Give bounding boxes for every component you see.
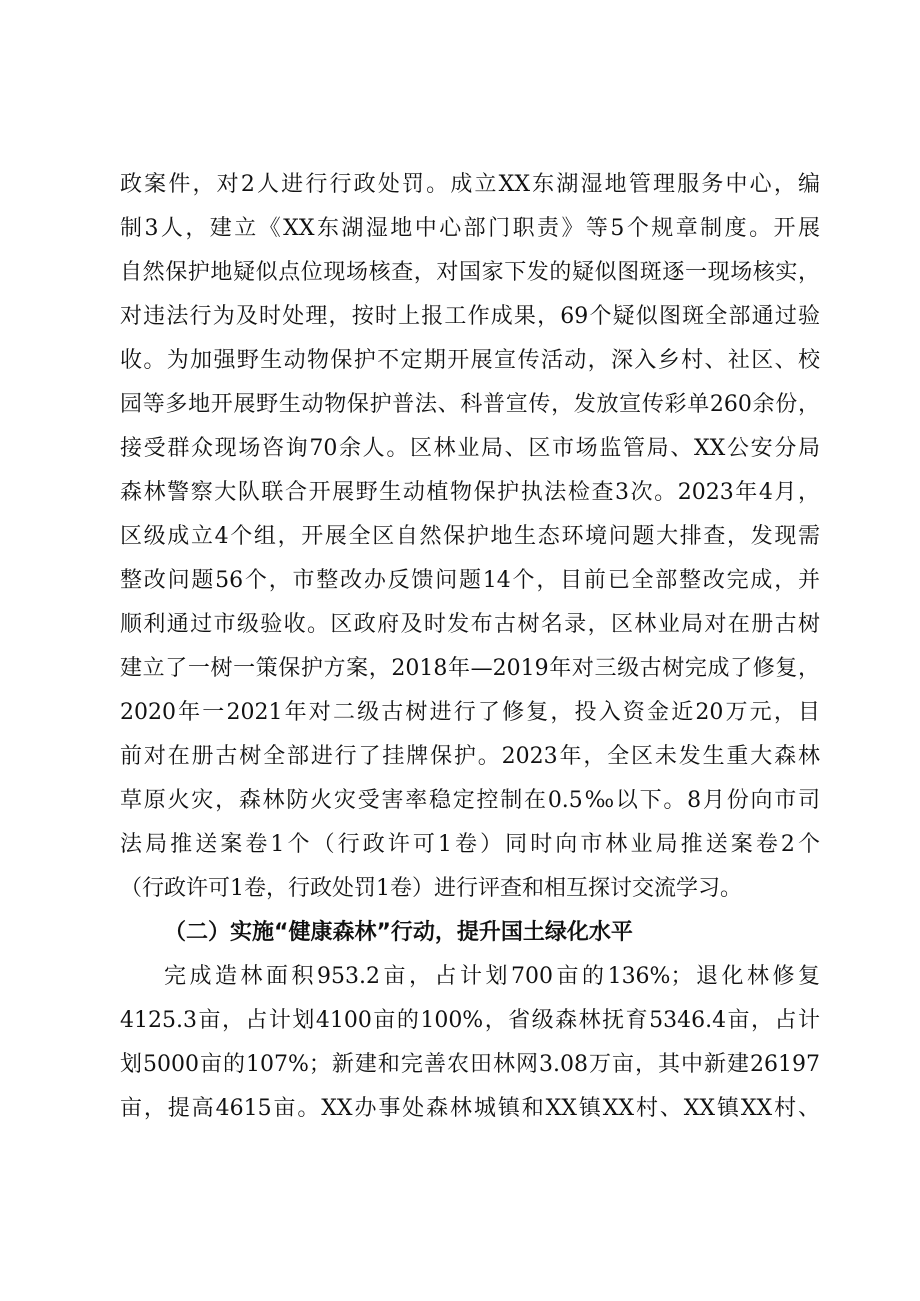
paragraph-1-line-16: 法局推送案卷1个（行政许可1卷）同时向市林业局推送案卷2个 — [120, 832, 820, 857]
paragraph-1-line-4: 对违法行为及时处理，按时上报工作成果，69个疑似图斑全部通过验 — [120, 304, 820, 329]
paragraph-1-line-15: 草原火灾，森林防火灾受害率稳定控制在0.5‰以下。8月份向市司 — [120, 788, 820, 813]
paragraph-1-line-2: 制3人，建立《XX东湖湿地中心部门职责》等5个规章制度。开展 — [120, 216, 820, 241]
section-heading: （二）实施“健康森林”行动，提升国土绿化水平 — [164, 920, 633, 945]
paragraph-1-line-13: 2020年一2021年对二级古树进行了修复，投入资金近20万元，目 — [120, 700, 820, 725]
paragraph-1-line-11: 顺利通过市级验收。区政府及时发布古树名录，区林业局对在册古树 — [120, 612, 820, 637]
paragraph-2-line-4: 亩，提高4615亩。XX办事处森林城镇和XX镇XX村、XX镇XX村、 — [120, 1096, 820, 1121]
paragraph-1-line-9: 区级成立4个组，开展全区自然保护地生态环境问题大排查，发现需 — [120, 524, 820, 549]
paragraph-1-line-17: （行政许可1卷，行政处罚1卷）进行评查和相互探讨交流学习。 — [120, 876, 742, 901]
paragraph-2-line-1: 完成造林面积953.2亩，占计划700亩的136%；退化林修复 — [164, 964, 820, 989]
paragraph-1-line-7: 接受群众现场咨询70余人。区林业局、区市场监管局、XX公安分局 — [120, 436, 820, 461]
paragraph-1-line-12: 建立了一树一策保护方案，2018年—2019年对三级古树完成了修复， — [120, 656, 820, 681]
paragraph-2-line-3: 划5000亩的107%；新建和完善农田林网3.08万亩，其中新建26197 — [120, 1052, 820, 1077]
paragraph-1-line-3: 自然保护地疑似点位现场核查，对国家下发的疑似图斑逐一现场核实， — [120, 260, 820, 285]
paragraph-1-line-5: 收。为加强野生动物保护不定期开展宣传活动，深入乡村、社区、校 — [120, 348, 820, 373]
paragraph-2-line-2: 4125.3亩，占计划4100亩的100%，省级森林抚育5346.4亩，占计 — [120, 1008, 820, 1033]
paragraph-1-line-14: 前对在册古树全部进行了挂牌保护。2023年，全区未发生重大森林 — [120, 744, 820, 769]
paragraph-1-line-10: 整改问题56个，市整改办反馈问题14个，目前已全部整改完成，并 — [120, 568, 820, 593]
paragraph-1-line-1: 政案件，对2人进行行政处罚。成立XX东湖湿地管理服务中心，编 — [120, 172, 820, 197]
paragraph-1-line-6: 园等多地开展野生动物保护普法、科普宣传，发放宣传彩单260余份， — [120, 392, 820, 417]
paragraph-1-line-8: 森林警察大队联合开展野生动植物保护执法检查3次。2023年4月， — [120, 480, 820, 505]
